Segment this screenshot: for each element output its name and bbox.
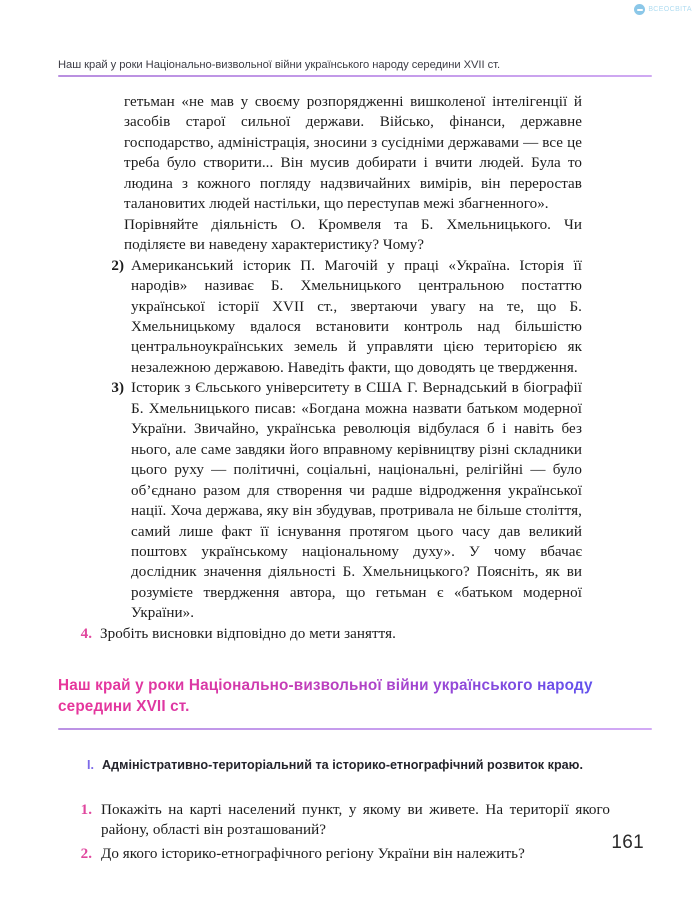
section-title: Наш край у роки Національно-визвольної війни українського народу середини XVII ст. [58,675,618,717]
page-number: 161 [611,832,644,853]
roman-marker: I. [87,758,94,772]
question-text: До якого історико-етнографічного регіону України він належить? [101,845,525,862]
task-text: Історик з Єльського університету в США Г. Вернадський в біографії Б. Хмельницького писав: «Богдана можна назвати батьком модерної України. Звичайно, українська революція відбулася б і навіть без нього, але саме завдяки його вправному керівництву різні складники цього руху — політичні, соціальні, національні, релігійні — було об’єднано разом для створення чи радше відродження української нації. Хоча держава, яку він збудував, протривала не більше століття, самий лише факт її існування протягом цього часу дав великий поштовх українському національному духу». У чому вбачає дослідник значення діяльності Б. Хмельницького? Поясніть, як ви розумієте твердження автора, що гетьман є «батьком модерної України». [131,380,582,622]
task-four-marker: 4. [80,625,92,642]
question-item [70,800,610,841]
task-text: Американський історик П. Магочій у праці «Україна. Історія її народів» називає Б. Хмельницького центральною постаттю української історії XVII ст., звертаючи увагу на те, що Б. Хмельницькому вдалося встановити контроль над більшістю центральноукраїнських земель й управляти цією територією як незалежною державою. Наведіть факти, що доводять це твердження. [131,257,582,376]
section-heading-block [58,675,652,730]
task-item [98,378,582,623]
task-four-text: Зробіть висновки відповідно до мети заняття. [100,625,396,642]
task-marker: 3) [111,380,124,397]
task-one-question-paragraph: Порівняйте діяльність О. Кромвеля та Б. Хмельницького. Чи поділяєте ви наведену характеристику? Чому? [124,216,582,254]
site-watermark [634,4,692,15]
question-list [58,800,652,864]
section-rule [58,728,652,730]
running-header-text: Наш край у роки Національно-визвольної війни українського народу середини XVII ст. [58,59,501,71]
page-content [58,92,642,644]
question-marker: 2. [80,845,92,862]
running-header-rule [58,75,652,77]
task-marker: 2) [111,257,124,274]
circle-logo-icon [634,4,645,15]
running-header [58,58,652,77]
roman-subheading [76,757,642,775]
watermark-label: ВСЕОСВІТА [648,6,692,13]
question-text: Покажіть на карті населений пункт, у якому ви живете. На території якого району, області він розташований? [101,802,610,839]
task-item-four [68,624,582,644]
roman-text: Адміністративно-територіальний та історико-етнографічний розвиток краю. [102,758,583,772]
task-item [98,256,582,379]
question-item [70,844,610,864]
question-marker: 1. [80,802,92,818]
roman-subheading-block [58,757,652,775]
quote-continuation-paragraph: гетьман «не мав у своєму розпорядженні вишколеної інтелігенції й засобів старої сильної держави. Військо, фінанси, державне господарство, адміністрація, зносини з сусідніми державами — все це треба було створити... Він мусив добирати і вчити людей. Була то людина з кожного погляду надзвичайних вимірів, він переростав талановитих людей настільки, що переступав межі збагненного». [124,94,582,213]
